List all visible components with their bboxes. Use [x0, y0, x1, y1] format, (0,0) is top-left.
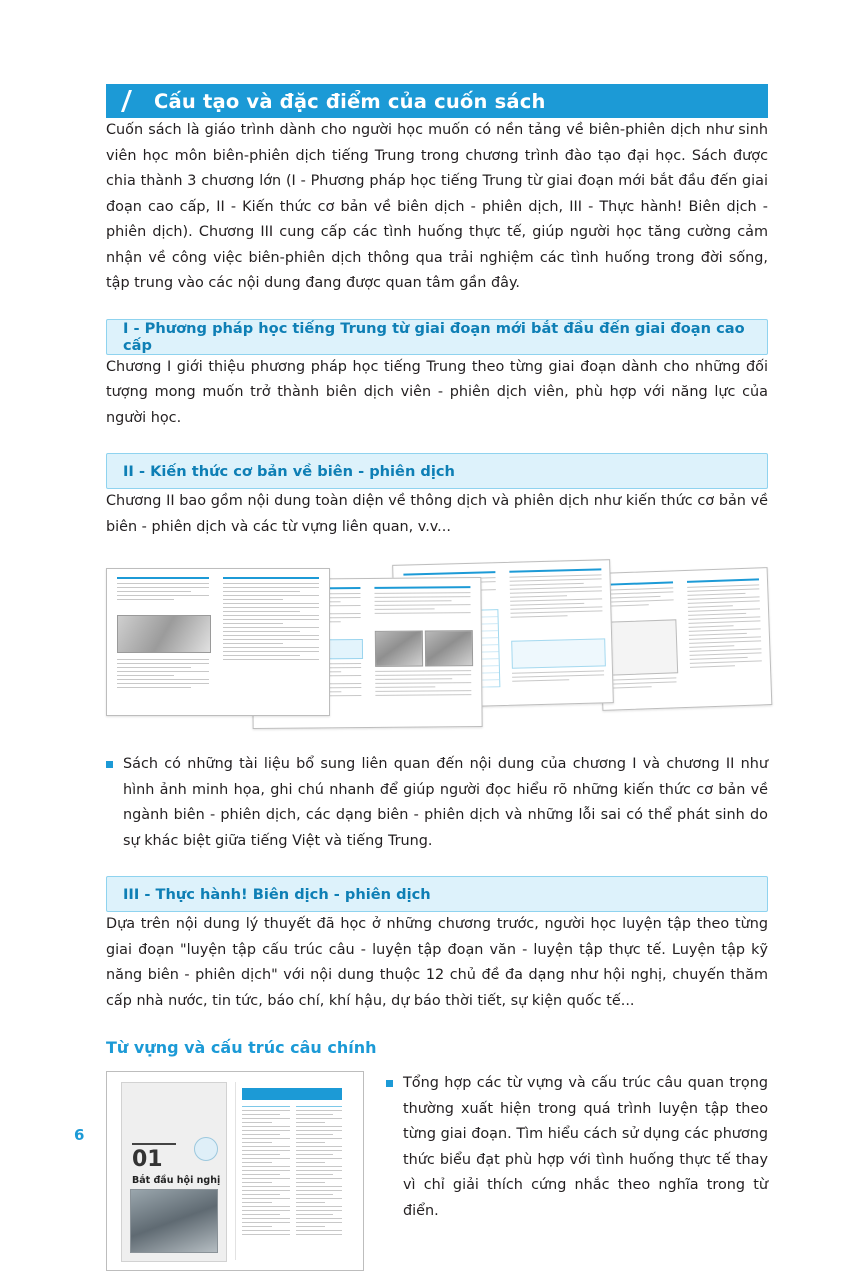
vocab-book-spread [106, 1071, 364, 1271]
vocab-subheading: Từ vựng và cấu trúc câu chính [106, 1038, 377, 1057]
page-content [106, 84, 768, 1271]
section-bar-chapter-1 [106, 319, 768, 355]
unit-cover-photo [130, 1189, 218, 1253]
book-spread-gallery [106, 560, 768, 730]
diagram-block [608, 619, 678, 675]
section-3-body: Dựa trên nội dung lý thuyết đã học ở những chương trước, người học luyện tập theo từng giai đoạn "luyện tập cấu trúc câu - luyện tập đoạn văn - luyện tập thực tế. Luyện tập kỹ năng biên - phiên dịch" với nội dung thuộc 12 chủ đề đa dạng như hội nghị, chuyến thăm cấp nhà nước, tin tức, báo chí, khí hậu, dự báo thời tiết, sự kiện quốc tế... [106, 916, 768, 1009]
vocab-page-header [242, 1088, 342, 1100]
page-title: Cấu tạo và đặc điểm của cuốn sách [154, 89, 546, 113]
unit-number-rule [132, 1143, 176, 1145]
unit-vocab-page [235, 1082, 348, 1260]
unit-number: 01 [132, 1147, 163, 1172]
section-2-body: Chương II bao gồm nội dung toàn diện về thông dịch và phiên dịch như kiến thức cơ bản về biên - phiên dịch và các từ vựng liên quan, v.v... [106, 493, 768, 535]
main-heading-bar [106, 84, 768, 118]
spread-thumbnail-4 [598, 567, 773, 711]
bullet-vocab [386, 1071, 768, 1271]
illustration-photo [375, 631, 423, 667]
unit-title: Bắt đầu hội nghị [132, 1175, 221, 1186]
section-bar-chapter-1-label: I - Phương pháp học tiếng Trung từ giai đoạn mới bắt đầu đến giai đoạn cao cấp [123, 319, 745, 354]
bullet-chapter-2 [106, 752, 768, 854]
unit-cover [121, 1082, 227, 1262]
slash-icon [118, 90, 138, 112]
section-1-body: Chương I giới thiệu phương pháp học tiếng Trung theo từng giai đoạn dành cho những đối tượng mong muốn trở thành biên dịch viên - phiên dịch viên, phù hợp với năng lực của người học. [106, 358, 768, 426]
note-box [511, 638, 606, 668]
section-bar-chapter-3 [106, 876, 768, 912]
page-number: 6 [74, 1126, 85, 1144]
illustration-photo [425, 630, 473, 666]
spread-thumbnail-1 [106, 568, 330, 716]
intro-paragraph: Cuốn sách là giáo trình dành cho người học muốn có nền tảng về biên-phiên dịch như sinh viên học môn biên-phiên dịch tiếng Trung trong chương trình đào tạo đại học. Sách được chia thành 3 chương lớn (I - Phương pháp học tiếng Trung từ giai đoạn mới bắt đầu đến giai đoạn cao cấp, II - Kiến thức cơ bản về biên dịch - phiên dịch, III - Thực hành! Biên dịch - phiên dịch). Chương III cung cấp các tình huống thực tế, giúp người học tăng cường cảm nhận về công việc biên-phiên dịch thông qua trải nghiệm các tình huống trong đời sống, tập trung vào các nội dung đang được quan tâm gần đây. [106, 122, 768, 291]
bullet-vocab-text: Tổng hợp các từ vựng và cấu trúc câu quan trọng thường xuất hiện trong quá trình luyện tập theo từng giai đoạn. Tìm hiểu cách sử dụng các phương thức biểu đạt phù hợp với tình huống thực tế thay vì chỉ giải thích cứng nhắc theo nghĩa trong từ điển. [403, 1075, 768, 1219]
bullet-chapter-2-text: Sách có những tài liệu bổ sung liên quan đến nội dung của chương I và chương II như hình ảnh minh họa, ghi chú nhanh để giúp người đọc hiểu rõ những kiến thức cơ bản về ngành biên - phiên dịch, các dạng biên - phiên dịch và những lỗi sai có thể phát sinh do sự khác biệt giữa tiếng Việt và tiếng Trung. [123, 756, 768, 849]
section-bar-chapter-2-label: II - Kiến thức cơ bản về biên - phiên dịch [123, 462, 455, 480]
section-bar-chapter-2 [106, 453, 768, 489]
section-bar-chapter-3-label: III - Thực hành! Biên dịch - phiên dịch [123, 885, 431, 903]
vocab-figure-row [106, 1071, 768, 1271]
unit-badge-icon [194, 1137, 218, 1161]
people-illustration [117, 615, 211, 653]
bullet-square-icon [106, 761, 113, 768]
bullet-square-icon [386, 1080, 393, 1087]
